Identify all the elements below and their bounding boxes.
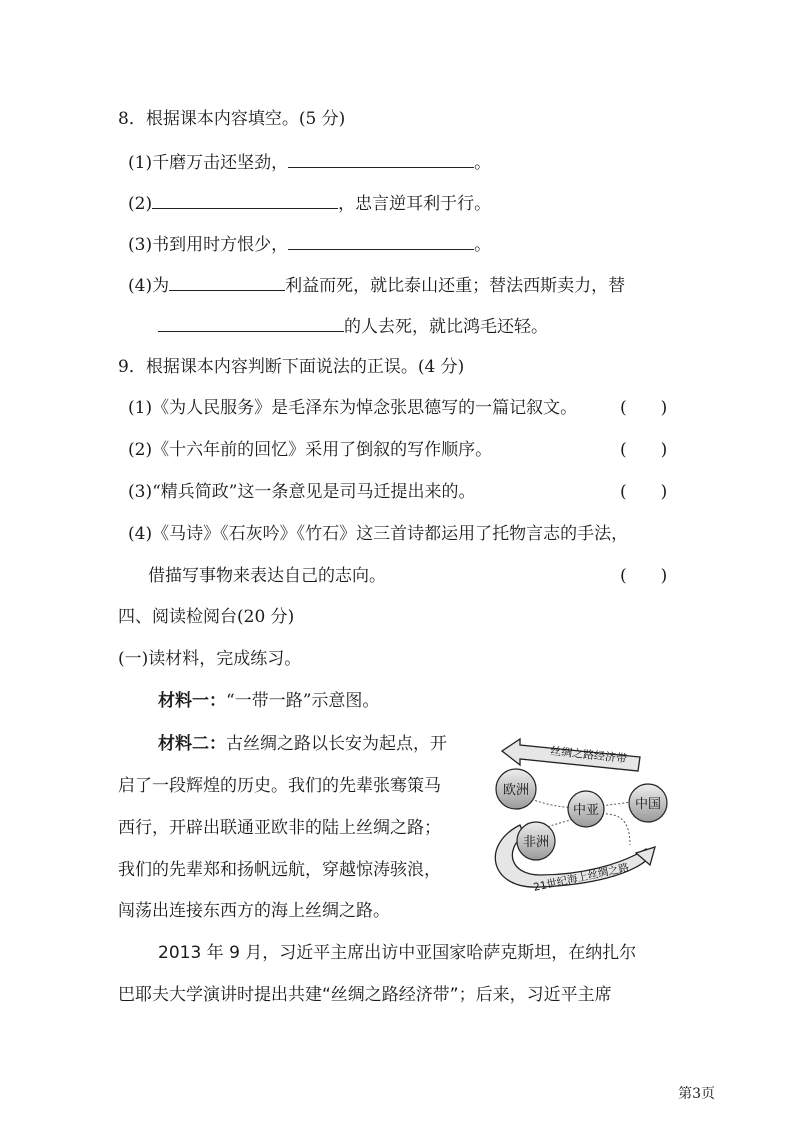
material-2-label: 材料二： [158,734,226,754]
q9-title: 9．根据课本内容判断下面说法的正误。(4 分) [118,357,465,377]
economic-belt-label: 丝绸之路经济带 [549,744,628,766]
q9-item-4-cont: 借描写事物来表达自己的志向。 [148,566,386,586]
q9-item-2: (2)《十六年前的回忆》采用了倒叙的写作顺序。 [128,440,493,460]
fill-blank-4[interactable] [169,273,285,291]
q8-item-4-end: 的人去死，就比鸿毛还轻。 [344,317,548,337]
q8-item-3 [128,232,491,256]
q8-item-4-cont [158,314,548,338]
q8-title: 8．根据课本内容填空。(5 分) [118,109,346,129]
section-4-subtitle: (一)读材料，完成练习。 [118,649,302,669]
material-2-line-5: 闯荡出连接东西方的海上丝绸之路。 [118,901,390,921]
q8-item-3-text: (3)书到用时方恨少， [128,235,289,255]
maritime-road-label: 21世纪海上丝绸之路 [532,861,631,894]
material-2-line-4: 我们的先辈郑和扬帆远航，穿越惊涛骇浪， [118,860,441,880]
q8-item-3-end: 。 [474,235,492,255]
paragraph-line-1: 2013 年 9 月，习近平主席出访中亚国家哈萨克斯坦，在纳扎尔 [158,943,637,963]
answer-paren-4[interactable]: ( ) [620,566,668,586]
q8-item-2-text: ，忠言逆耳利于行。 [338,194,492,214]
q8-item-1-end: 。 [474,153,492,173]
material-1-text: “一带一路”示意图。 [226,691,380,711]
material-2-line-3: 西行，开辟出联通亚欧非的陆上丝绸之路； [118,818,441,838]
q8-item-2 [128,191,491,215]
europe-label: 欧洲 [502,783,530,798]
material-2-line-1: 材料二：古丝绸之路以长安为起点，开 [158,734,447,754]
belt-and-road-diagram [480,735,680,895]
material-1-label: 材料一： [158,691,226,711]
material-2-line-2: 启了一段辉煌的历史。我们的先辈张骞策马 [118,776,441,796]
q8-item-1 [128,150,491,174]
central-asia-label: 中亚 [572,803,600,818]
q9-item-4: (4)《马诗》《石灰吟》《竹石》这三首诗都运用了托物言志的手法， [128,524,629,544]
fill-blank-5[interactable] [158,314,344,332]
fill-blank-3[interactable] [288,232,474,250]
fill-blank-2[interactable] [152,191,338,209]
q8-item-2-num: (2) [128,194,153,214]
fill-blank-1[interactable] [288,150,474,168]
china-label: 中国 [634,797,662,812]
section-4-title: 四、阅读检阅台(20 分) [118,607,295,627]
answer-paren-2[interactable]: ( ) [620,440,668,460]
q8-item-4 [128,273,625,297]
q9-item-1: (1)《为人民服务》是毛泽东为悼念张思德写的一篇记叙文。 [128,398,578,418]
q9-item-3: (3)“精兵简政”这一条意见是司马迁提出来的。 [128,482,476,502]
material-1 [158,690,379,712]
q8-item-4-text: 利益而死，就比泰山还重；替法西斯卖力，替 [285,276,626,296]
paragraph-line-2: 巴耶夫大学演讲时提出共建“丝绸之路经济带”；后来，习近平主席 [118,985,612,1005]
answer-paren-1[interactable]: ( ) [620,398,668,418]
q8-item-4-num: (4)为 [128,276,170,296]
answer-paren-3[interactable]: ( ) [620,482,668,502]
q8-item-1-text: (1)千磨万击还坚劲， [128,153,289,173]
page-number: 第3页 [678,1086,715,1102]
africa-label: 非洲 [522,835,550,850]
